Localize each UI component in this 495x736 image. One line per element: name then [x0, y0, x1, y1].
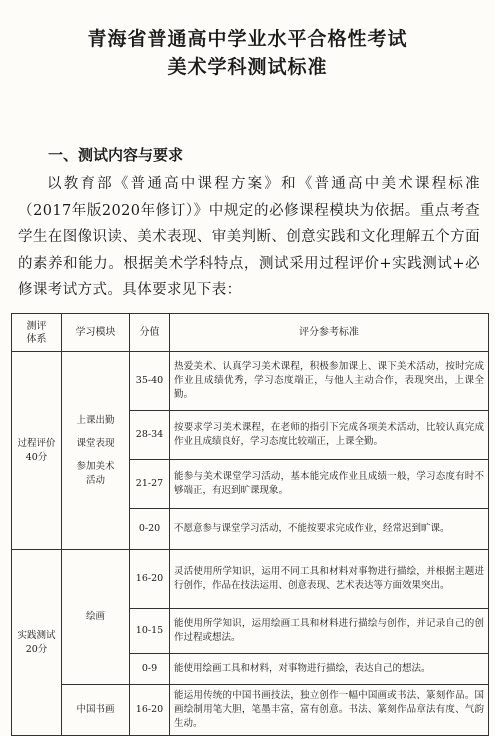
header-system-text: 测评 体系 [26, 320, 47, 345]
table-header-row [12, 314, 489, 352]
module-cell: 绘画 [62, 550, 130, 685]
table-row [12, 550, 489, 609]
system-cell [12, 352, 62, 550]
standard-cell: 能运用传统的中国书画技法，独立创作一幅中国画或书法、篆刻作品。国画绘制用笔大胆，笔墨丰富，富有创意。书法、篆刻作品章法有度、气韵生动。 [170, 685, 489, 736]
score-cell: 0-9 [130, 654, 170, 685]
header-system [12, 314, 62, 352]
standard-cell: 热爱美术、认真学习美术课程，积极参加课上、课下美术活动，按时完成作业且成绩优秀，学习态度端正，与他人主动合作，表现突出，上课全勤。 [170, 352, 489, 411]
score-cell: 21-27 [130, 460, 170, 509]
standard-cell: 能参与美术课堂学习活动，基本能完成作业且成绩一般，学习态度有时不够端正，有迟到旷课现象。 [170, 460, 489, 509]
standards-table [11, 313, 489, 736]
module-item: 课堂表现 [76, 437, 115, 449]
module-item: 上课出勤 [76, 414, 115, 426]
document-title-line1: 青海省普通高中学业水平合格性考试 [87, 28, 408, 50]
header-score: 分值 [130, 314, 170, 352]
intro-paragraph: 以教育部《普通高中课程方案》和《普通高中美术课程标准（2017年版2020年修订）》中规定的必修课程模块为依据。重点考查学生在图像识读、美术表现、审美判断、创意实践和文化理解五个方面的素养和能力。根据美术学科特点，测试采用过程评价+实践测试+必修课考试方式。具体要求见下表： [18, 176, 480, 298]
module-cell: 中国书画 [62, 685, 130, 736]
standard-cell: 能使用所学知识，运用绘画工具和材料进行描绘与创作，并记录自己的创作过程或想法。 [170, 609, 489, 654]
header-module: 学习模块 [62, 314, 130, 352]
standard-cell: 能使用绘画工具和材料，对事物进行描绘，表达自己的想法。 [170, 654, 489, 685]
table-row [12, 352, 489, 411]
score-cell: 10-15 [130, 609, 170, 654]
table-row [12, 685, 489, 736]
header-standard: 评分参考标准 [170, 314, 489, 352]
module-item: 参加美术 活动 [76, 460, 115, 486]
score-cell: 16-20 [130, 685, 170, 736]
score-cell: 35-40 [130, 352, 170, 411]
system-text: 过程评价 40分 [17, 437, 56, 463]
section-heading: 一、测试内容与要求 [48, 146, 184, 164]
document-title-line2: 美术学科测试标准 [167, 56, 328, 78]
system-text: 实践测试 20分 [17, 629, 56, 655]
standard-cell: 灵活使用所学知识，运用不同工具和材料对事物进行描绘，并根据主题进行创作，作品在技法运用、创意表现、艺术表达等方面效果突出。 [170, 550, 489, 609]
score-cell: 0-20 [130, 509, 170, 550]
score-cell: 16-20 [130, 550, 170, 609]
standard-cell: 按要求学习美术课程，在老师的指引下完成各项美术活动，比较认真完成作业且成绩良好，学习态度比较端正，上课全勤。 [170, 411, 489, 460]
system-cell [12, 550, 62, 736]
score-cell: 28-34 [130, 411, 170, 460]
module-cell [62, 352, 130, 550]
standard-cell: 不愿意参与课堂学习活动，不能按要求完成作业，经常迟到旷课。 [170, 509, 489, 550]
